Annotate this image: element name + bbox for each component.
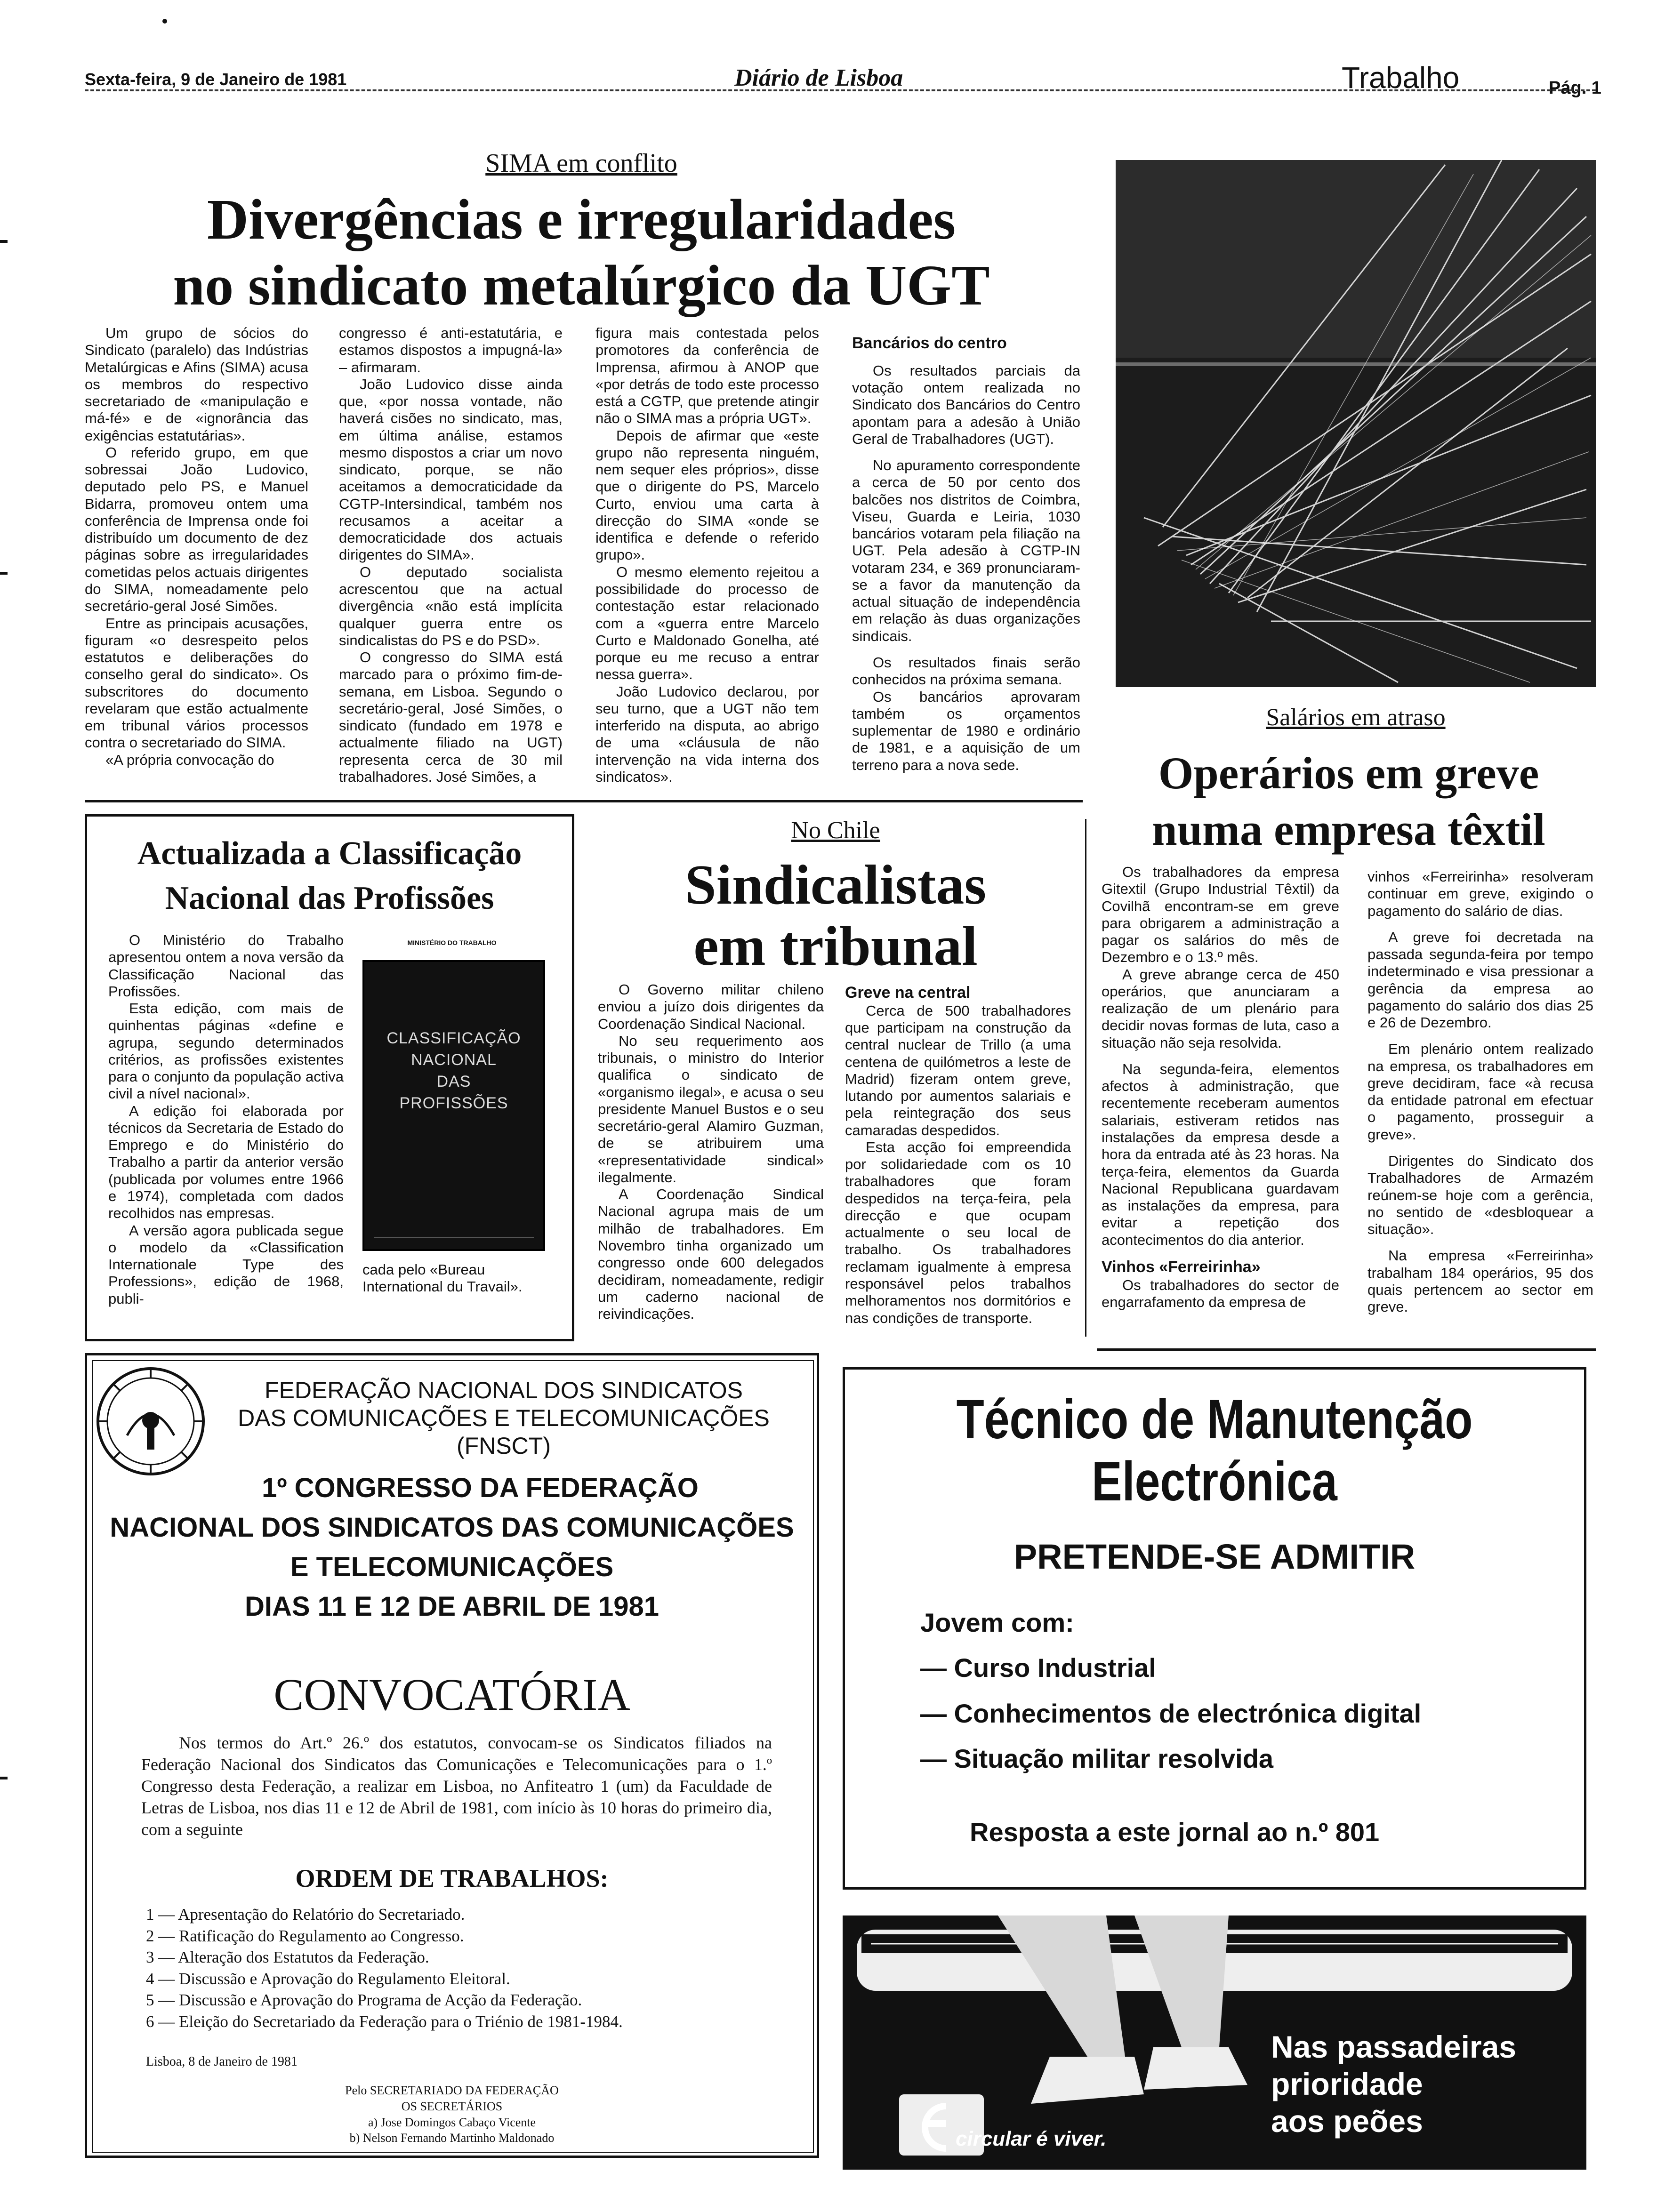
ordem-item: 2 — Ratificação do Regulamento ao Congresso. [146,1926,464,1945]
paragraph: Entre as principais acusações, figuram «o desrespeito pelos estatutos e deliberações do conselho geral do sindicato». Os subscritores do documento revelaram que estão actualmente em tribunal vários processos contra o secretariado do SIMA. [85,615,308,751]
book-caption [362,1261,560,1296]
tecnico-response: Resposta a este jornal ao n.º 801 [970,1817,1380,1847]
photo-streaks-image [1116,160,1596,687]
paragraph: Depois de afirmar que «este grupo não representa ninguém, nem sequer eles próprios», disse que o dirigente do PS, Marcelo Curto, enviou uma carta à direcção do SIMA «onde se identifica e defende o referido grupo». [595,427,819,563]
fnsct-emblem-icon [94,1365,207,1478]
paragraph: vinhos «Ferreirinha» resolveram continuar em greve, exigindo o pagamento do salário de dias. [1367,868,1593,919]
paragraph: figura mais contestada pelos promotores da conferência de Imprensa, afirmou à ANOP que «por detrás de todo este processo está a CGTP, que pretende atingir não o SIMA mas a própria UGT». [595,325,819,427]
header-rule [85,89,1596,91]
section-divider [1097,1348,1596,1351]
paragraph: O referido grupo, em que sobressai João Ludovico, deputado pelo PS, e Manuel Bidarra, promoveu ontem uma conferência de Imprensa onde foi distribuído um documento de dez páginas sobre as irregularidades cometidas pelos actuais dirigentes do SIMA, nomeadamente pelo secretário-geral José Simões. [85,444,308,615]
sima-col-1 [85,325,308,769]
paragraph: O deputado socialista acrescentou que na actual divergência «não está implícita qualquer guerra entre os sindicalistas do PS e do PSD». [339,563,563,649]
org-line: FEDERAÇÃO NACIONAL DOS SINDICATOS [265,1377,743,1403]
book-title-line: CLASSIFICAÇÃO [386,1029,521,1047]
requirement-item: — Conhecimentos de electrónica digital [920,1698,1422,1728]
masthead: Diário de Lisboa [734,64,903,91]
paragraph: No apuramento correspondente a cerca de 50 por cento dos balcões nos distritos de Coimbra, Viseu, Guarda e Leiria, 1030 bancários votaram pela filiação na UGT. Pela adesão à CGTP-IN votaram 234, e 369 pronunciaram-se a favor da manutenção da actual situação de independência em relação às duas organizações sindicais. [852,457,1080,644]
ordem-item: 3 — Alteração dos Estatutos da Federação. [146,1948,429,1966]
pedestrian-message [1271,2028,1516,2140]
tecnico-title [913,1388,1515,1513]
sima-kicker: SIMA em conflito [485,149,677,178]
congress-line: NACIONAL DOS SINDICATOS DAS COMUNICAÇÕES [110,1512,794,1543]
classificacao-headline-2: Nacional das Profissões [165,880,494,916]
paragraph: Um grupo de sócios do Sindicato (paralelo) das Indústrias Metalúrgicas e Afins (SIMA) acusa os membros do respectivo secretariado de «manipulação e má-fé» e de «ignorância das exigências estatutárias». [85,325,308,444]
pedestrian-line: Nas passadeiras [1271,2029,1517,2064]
chile-headline-2: em tribunal [693,914,978,977]
book-ministry: MINISTÉRIO DO TRABALHO [407,939,497,946]
pedestrian-line: aos peões [1271,2104,1423,2139]
scan-mark [0,572,8,575]
paragraph: Em plenário ontem realizado na empresa, os trabalhadores em greve decidiram, face «à recusa da entidade patronal em efectuar o pagamento, prosseguir a greve». [1367,1041,1593,1143]
congress-line: E TELECOMUNICAÇÕES [290,1552,614,1583]
signature-line: a) Jose Domingos Cabaço Vicente [368,2115,536,2129]
place-date: Lisboa, 8 de Janeiro de 1981 [146,2054,298,2069]
page-number: Pág. 1 [1549,78,1601,98]
ordem-item: 4 — Discussão e Aprovação do Regulamento Eleitoral. [146,1969,510,1988]
signatures [94,2083,810,2146]
caption-text: cada pelo «Bureau International du Travail». [362,1261,523,1295]
pedestrian-line: prioridade [1271,2067,1423,2102]
bancarios-subhead: Bancários do centro [852,334,1007,352]
scan-mark [162,19,167,24]
paragraph: No seu requerimento aos tribunais, o ministro do Interior qualifica o sindicato de «organismo ilegal», e acusa o seu presidente Manuel Bustos e o seu secretário-geral Alamiro Guzman, de se atribuirem uma «representatividade sindical» ilegalmente. [598,1032,824,1186]
ferreirinha-subhead: Vinhos «Ferreirinha» [1102,1258,1261,1276]
book-title-line: NACIONAL [411,1050,497,1069]
jovem-label: Jovem com: [920,1608,1074,1637]
paragraph: Esta acção foi empreendida por solidariedade com os 10 trabalhadores que foram despedidos na terça-feira, pela direcção e que ocupam actualmente o seu local de trabalho. Os trabalhadores reclamam igualmente à empresa responsável pelos trabalhos melhoramentos nos dormitórios e nas condições de transporte. [845,1138,1071,1326]
circular-logo-icon [909,2101,951,2153]
org-line: DAS COMUNICAÇÕES E TELECOMUNICAÇÕES [238,1405,770,1431]
chile-col-1 [598,981,824,1322]
paragraph: A Coordenação Sindical Nacional agrupa mais de um milhão de trabalhadores. Em Novembro tinha organizado um congresso onde 600 delegados decidiram, nomeadamente, redigir um caderno nacional de reivindicações. [598,1186,824,1322]
paragraph: Cerca de 500 trabalhadores que participam na construção da central nuclear de Trillo (a uma centena de quilómetros a leste de Madrid) fizeram ontem greve, lutando por aumentos salariais e pela reintegração dos seus camaradas despedidos. [845,1002,1071,1138]
circular-logo-text: circular é viver. [956,2127,1107,2150]
paragraph: João Ludovico disse ainda que, «por nossa vontade, não haverá cisões no sindicato, mas, em última análise, estamos mesmo dispostos a criar um novo sindicato, porque, se não aceitamos a democraticidade da CGTP-Intersindical, também nos recusamos a aceitar a democraticidade dos actuais dirigentes do SIMA». [339,376,563,563]
paragraph: A greve abrange cerca de 450 operários, que anunciaram a realização de um plenário para decidir novas formas de luta, caso a situação não seja resolvida. [1102,966,1339,1051]
ordem-list [146,1904,796,2032]
requirement-item: — Curso Industrial [920,1653,1156,1683]
ordem-item: 6 — Eleição do Secretariado da Federação para o Triénio de 1981-1984. [146,2012,623,2031]
book-cover-image [362,960,545,1251]
chile-headline-1: Sindicalistas [684,853,987,916]
section-name: Trabalho [1342,61,1460,95]
signature-line: OS SECRETÁRIOS [401,2099,503,2113]
signature-line: Pelo SECRETARIADO DA FEDERAÇÃO [345,2084,559,2097]
tecnico-title-line: Técnico de Manutenção [956,1388,1473,1451]
ordem-item: 5 — Discussão e Aprovação do Programa de Acção da Federação. [146,1991,582,2009]
fnsct-congress-title [94,1468,810,1627]
paragraph: Os trabalhadores do sector de engarrafamento da empresa de [1102,1276,1339,1310]
news-photo [1116,160,1596,687]
paragraph: A versão agora publicada segue o modelo da «Classification Internationale Type des Professions», edição de 1968, publi- [108,1222,344,1307]
salarios-headline-2: numa empresa têxtil [1152,804,1545,855]
scan-mark [0,1777,8,1779]
sima-col-2 [339,325,563,785]
congress-line: 1º CONGRESSO DA FEDERAÇÃO [262,1473,699,1503]
chile-col-2 [845,984,1071,1327]
tecnico-subtitle: PRETENDE-SE ADMITIR [1014,1537,1416,1576]
ordem-item: 1 — Apresentação do Relatório do Secretariado. [146,1905,465,1923]
paragraph: O Governo militar chileno enviou a juízo dois dirigentes da Coordenação Sindical Nacional. [598,981,824,1032]
paragraph: O Ministério do Trabalho apresentou ontem a nova versão da Classificação Nacional das Profissões. [108,932,344,1000]
classificacao-text [108,932,344,1307]
sima-col-4 [852,334,1080,774]
convocatoria-title: CONVOCATÓRIA [273,1669,630,1720]
paragraph: congresso é anti-estatutária, e estamos dispostos a impugná-la» – afirmaram. [339,325,563,376]
classificacao-headline-1: Actualizada a Classificação [137,835,522,872]
paragraph: Na empresa «Ferreirinha» trabalham 184 operários, 95 dos quais pertencem ao sector em greve. [1367,1247,1593,1315]
scan-mark [0,240,8,243]
paragraph: «A própria convocação do [105,751,274,768]
sima-headline-1: Divergências e irregularidades [207,188,956,251]
paragraph: Os bancários aprovaram também os orçamentos suplementar de 1980 e ordinário de 1981, e a aquisição de um terreno para a nova sede. [852,688,1080,773]
sima-headline-2: no sindicato metalúrgico da UGT [173,254,990,317]
paragraph: Esta edição, com mais de quinhentas páginas «define e agrupa, segundo determinados critérios, as profissões existentes para o conjunto da população activa civil a nível nacional». [108,1000,344,1102]
salarios-kicker: Salários em atraso [1266,704,1446,731]
signature-line: b) Nelson Fernando Martinho Maldonado [349,2131,555,2145]
paragraph: Na segunda-feira, elementos afectos à administração, que recentemente receberam aumentos salariais, estiveram retidos nas instalações da empresa desde a hora da entrada até às 23 horas. Na terça-feira, elementos da Guarda Nacional Republicana guardavam as instalações da empresa, para evitar a repetição dos acontecimentos do dia anterior. [1102,1060,1339,1248]
paragraph: O congresso do SIMA está marcado para o próximo fim-de-semana, em Lisboa. Segundo o secretário-geral, José Simões, o sindicato (fundado em 1978 e actualmente filiado na UGT) representa cerca de 30 mil trabalhadores. José Simões, a [339,649,563,785]
chile-kicker: No Chile [791,817,880,844]
org-line: (FNSCT) [457,1433,551,1459]
salarios-col-1 [1102,864,1339,1311]
paragraph: Os resultados parciais da votação ontem realizada no Sindicato dos Bancários do Centro apontam para a adesão à União Geral de Trabalhadores (UGT). [852,362,1080,447]
ordem-title: ORDEM DE TRABALHOS: [295,1864,609,1892]
paragraph: João Ludovico declarou, por seu turno, que a UGT não tem interferido na disputa, ao abrigo de uma «cláusula de não intervenção na vida interna dos sindicatos». [595,683,819,785]
paragraph: O mesmo elemento rejeitou a possibilidade do processo de contestação estar relacionado com a «guerra entre Marcelo Curto e Maldonado Gonelha, até porque eu me recuso a entrar nessa guerra». [595,563,819,683]
paragraph: Os trabalhadores da empresa Gitextil (Grupo Industrial Têxtil) da Covilhã encontram-se em greve para obrigarem a administração a pagar os salários do mês de Dezembro e o 13.º mês. [1102,864,1339,966]
convocatoria-body: Nos termos do Art.º 26.º dos estatutos, convocam-se os Sindicatos filiados na Federação Nacional dos Sindicatos das Comunicações e Telecomunicações para o 1.º Congresso desta Federação, a realizar em Lisboa, no Anfiteatro 1 (um) da Faculdade de Letras de Lisboa, nos dias 11 e 12 de Abril de 1981, com início às 10 horas do primeiro dia, com a seguinte [141,1733,772,1839]
paragraph: A edição foi elaborada por técnicos da Secretaria de Estado do Emprego e do Ministério do Trabalho a partir da anterior versão (publicada por volumes entre 1966 e 1974), completada com dados recolhidos nas empresas. [108,1102,344,1222]
page-date: Sexta-feira, 9 de Janeiro de 1981 [85,70,347,89]
fnsct-org-name [221,1377,786,1460]
tecnico-title-line: Electrónica [1092,1451,1337,1513]
congress-dates: DIAS 11 E 12 DE ABRIL DE 1981 [244,1591,660,1622]
paragraph: A greve foi decretada na passada segunda-feira por tempo indeterminado e visa pressionar a gerência da empresa ao pagamento do salário dos dias 25 e 26 de Dezembro. [1367,929,1593,1031]
salarios-col-2 [1367,868,1593,1315]
section-divider [85,800,1083,802]
greve-central-subhead: Greve na central [845,984,971,1002]
book-title-line: PROFISSÕES [399,1094,508,1112]
requirement-item: — Situação militar resolvida [920,1743,1274,1773]
paragraph: Os resultados finais serão conhecidos na próxima semana. [852,654,1080,688]
salarios-headline-1: Operários em greve [1158,748,1539,798]
sima-col-3 [595,325,819,785]
paragraph: Dirigentes do Sindicato dos Trabalhadores de Armazém reúnem-se hoje com a gerência, no sentido de «desbloquear a situação». [1367,1152,1593,1238]
column-divider [1085,819,1086,1337]
tecnico-requirements [920,1600,1421,1781]
book-title-line: DAS [436,1072,471,1090]
